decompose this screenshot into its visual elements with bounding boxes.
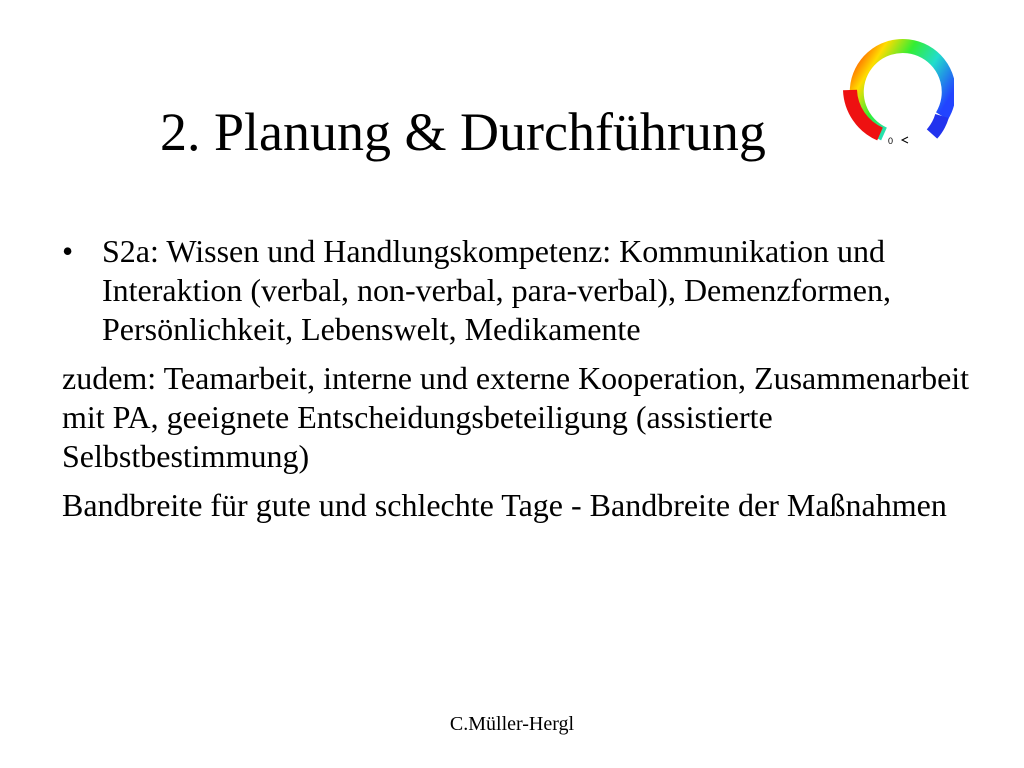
- paragraph-bandbreite: Bandbreite für gute und schlechte Tage - Bandbreite der Maßnahmen: [62, 487, 947, 523]
- bullet-text: S2a: Wissen und Handlungskompetenz: Kommunikation und Interaktion (verbal, non-verbal, para-verbal), Demenzformen, Persönlichkeit, Lebenswelt, Medikamente: [102, 233, 891, 347]
- bullet-item: [62, 232, 992, 349]
- logo-label: 0: [888, 136, 894, 146]
- paragraph-zudem: zudem: Teamarbeit, interne und externe Kooperation, Zusammenarbeit mit PA, geeignete Entscheidungsbeteiligung (assistierte Selbstbestimmung): [62, 360, 970, 474]
- slide-body: [62, 232, 992, 535]
- footer-author: C.Müller-Hergl: [449, 713, 575, 735]
- slide-title: 2. Planung & Durchführung: [160, 102, 766, 162]
- bullet-icon: •: [62, 233, 74, 269]
- color-wheel-icon: [842, 38, 954, 150]
